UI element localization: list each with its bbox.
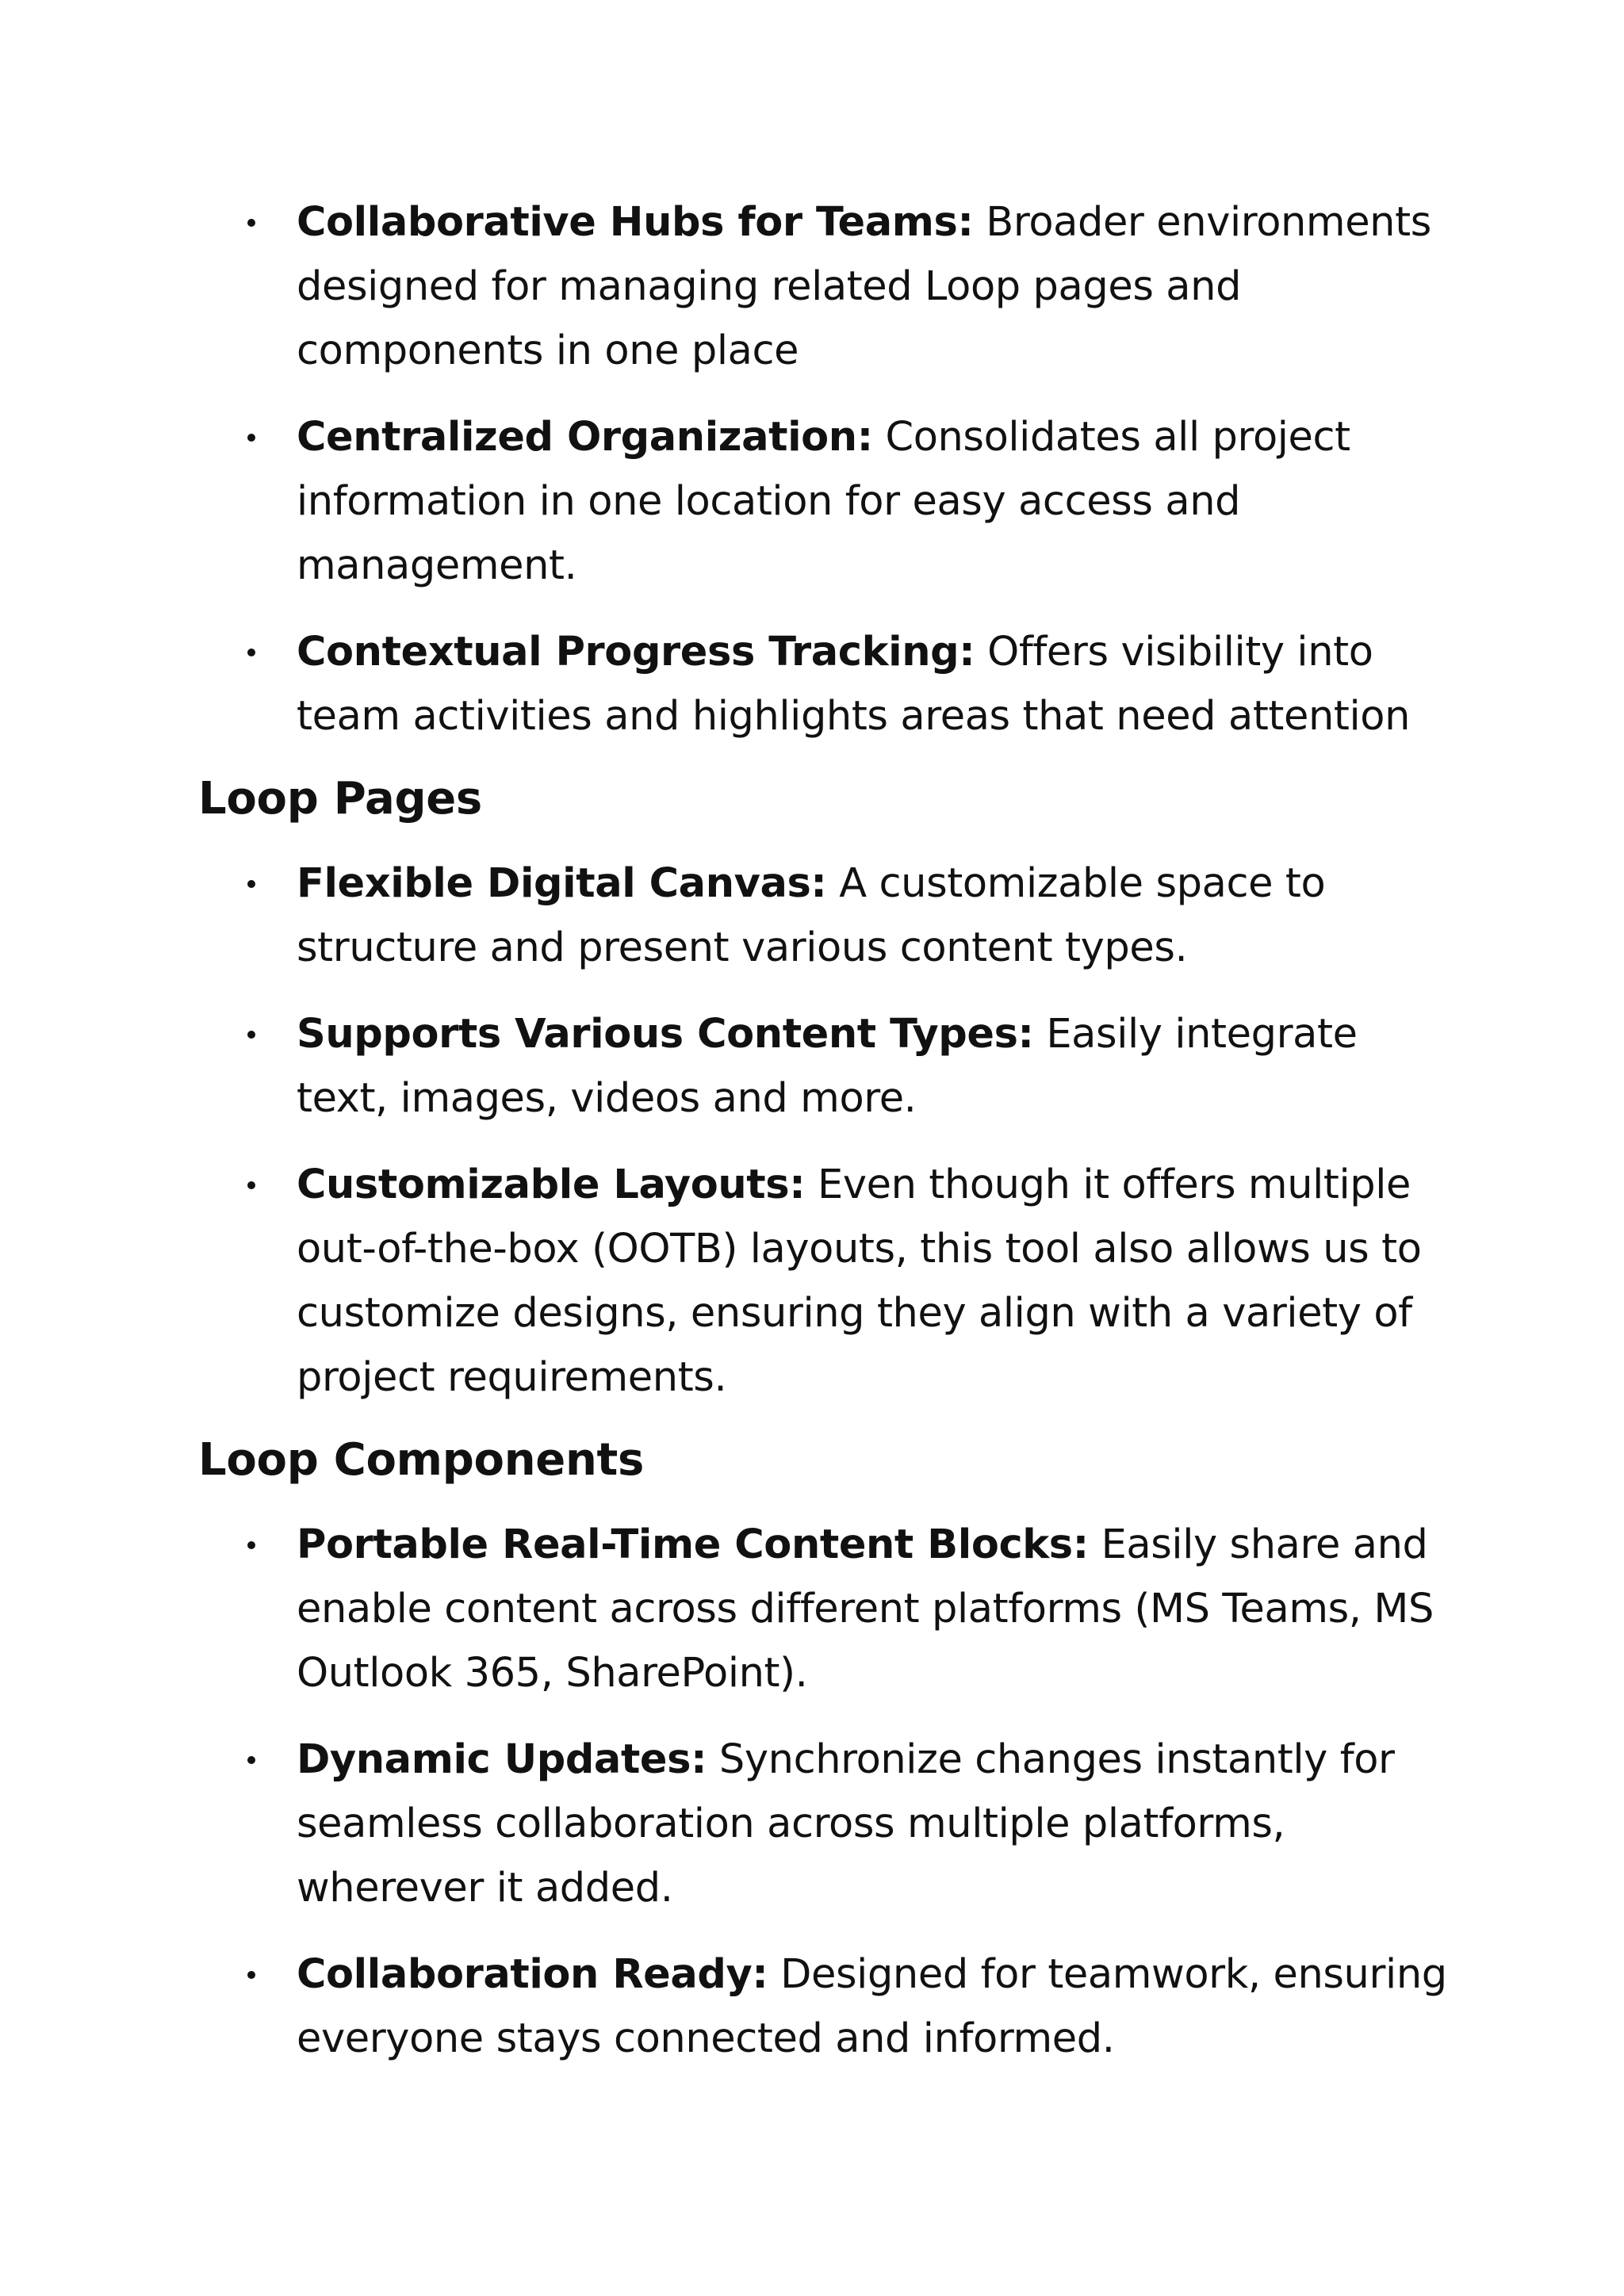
bullet-icon xyxy=(247,219,255,227)
section-workspaces xyxy=(198,190,1451,748)
list-item xyxy=(198,190,1451,383)
item-text: A customizable space to structure and present various content types. xyxy=(297,860,1326,971)
section-heading: Loop Pages xyxy=(198,773,482,825)
list-item xyxy=(198,1002,1451,1131)
item-label: Centralized Organization: xyxy=(297,414,873,461)
item-text: Easily share and enable content across different platforms (MS Teams, MS Outlook 365, SharePoint). xyxy=(297,1521,1434,1697)
bullet-icon xyxy=(247,1971,255,1979)
section-loop-pages xyxy=(198,771,1451,1410)
list-item xyxy=(198,1728,1451,1920)
item-text: Easily integrate text, images, videos and more. xyxy=(297,1011,1358,1122)
list-item xyxy=(198,1153,1451,1410)
bullet-icon xyxy=(247,1541,255,1549)
bullet-icon xyxy=(247,434,255,442)
item-text: Broader environments designed for managing related Loop pages and components in one place xyxy=(297,199,1431,374)
bullet-list xyxy=(198,190,1451,748)
item-text: Synchronize changes instantly for seamless collaboration across multiple platforms, wherever it added. xyxy=(297,1736,1395,1911)
item-text: Consolidates all project information in one location for easy access and management. xyxy=(297,414,1350,589)
item-label: Supports Various Content Types: xyxy=(297,1011,1034,1058)
item-label: Customizable Layouts: xyxy=(297,1161,806,1208)
item-text: Even though it offers multiple out-of-the-box (OOTB) layouts, this tool also allows us to customize designs, ensuring they align with a variety of project requirements. xyxy=(297,1161,1422,1401)
item-text: Designed for teamwork, ensuring everyone stays connected and informed. xyxy=(297,1951,1447,2062)
list-item xyxy=(198,1942,1451,2071)
list-item xyxy=(198,851,1451,980)
bullet-icon xyxy=(247,1756,255,1764)
list-item xyxy=(198,620,1451,748)
bullet-icon xyxy=(247,1181,255,1189)
list-item xyxy=(198,1513,1451,1705)
item-label: Dynamic Updates: xyxy=(297,1736,707,1783)
item-text: Offers visibility into team activities and highlights areas that need attention xyxy=(297,629,1411,740)
item-label: Portable Real-Time Content Blocks: xyxy=(297,1521,1089,1568)
section-heading: Loop Components xyxy=(198,1434,645,1486)
bullet-list xyxy=(198,1513,1451,2071)
item-label: Collaborative Hubs for Teams: xyxy=(297,199,974,246)
section-loop-components xyxy=(198,1432,1451,2071)
item-label: Contextual Progress Tracking: xyxy=(297,629,975,675)
document-content xyxy=(198,190,1451,2093)
bullet-icon xyxy=(247,1031,255,1039)
bullet-icon xyxy=(247,880,255,888)
bullet-icon xyxy=(247,649,255,656)
list-item xyxy=(198,405,1451,598)
item-label: Collaboration Ready: xyxy=(297,1951,768,1998)
bullet-list xyxy=(198,851,1451,1410)
item-label: Flexible Digital Canvas: xyxy=(297,860,827,907)
